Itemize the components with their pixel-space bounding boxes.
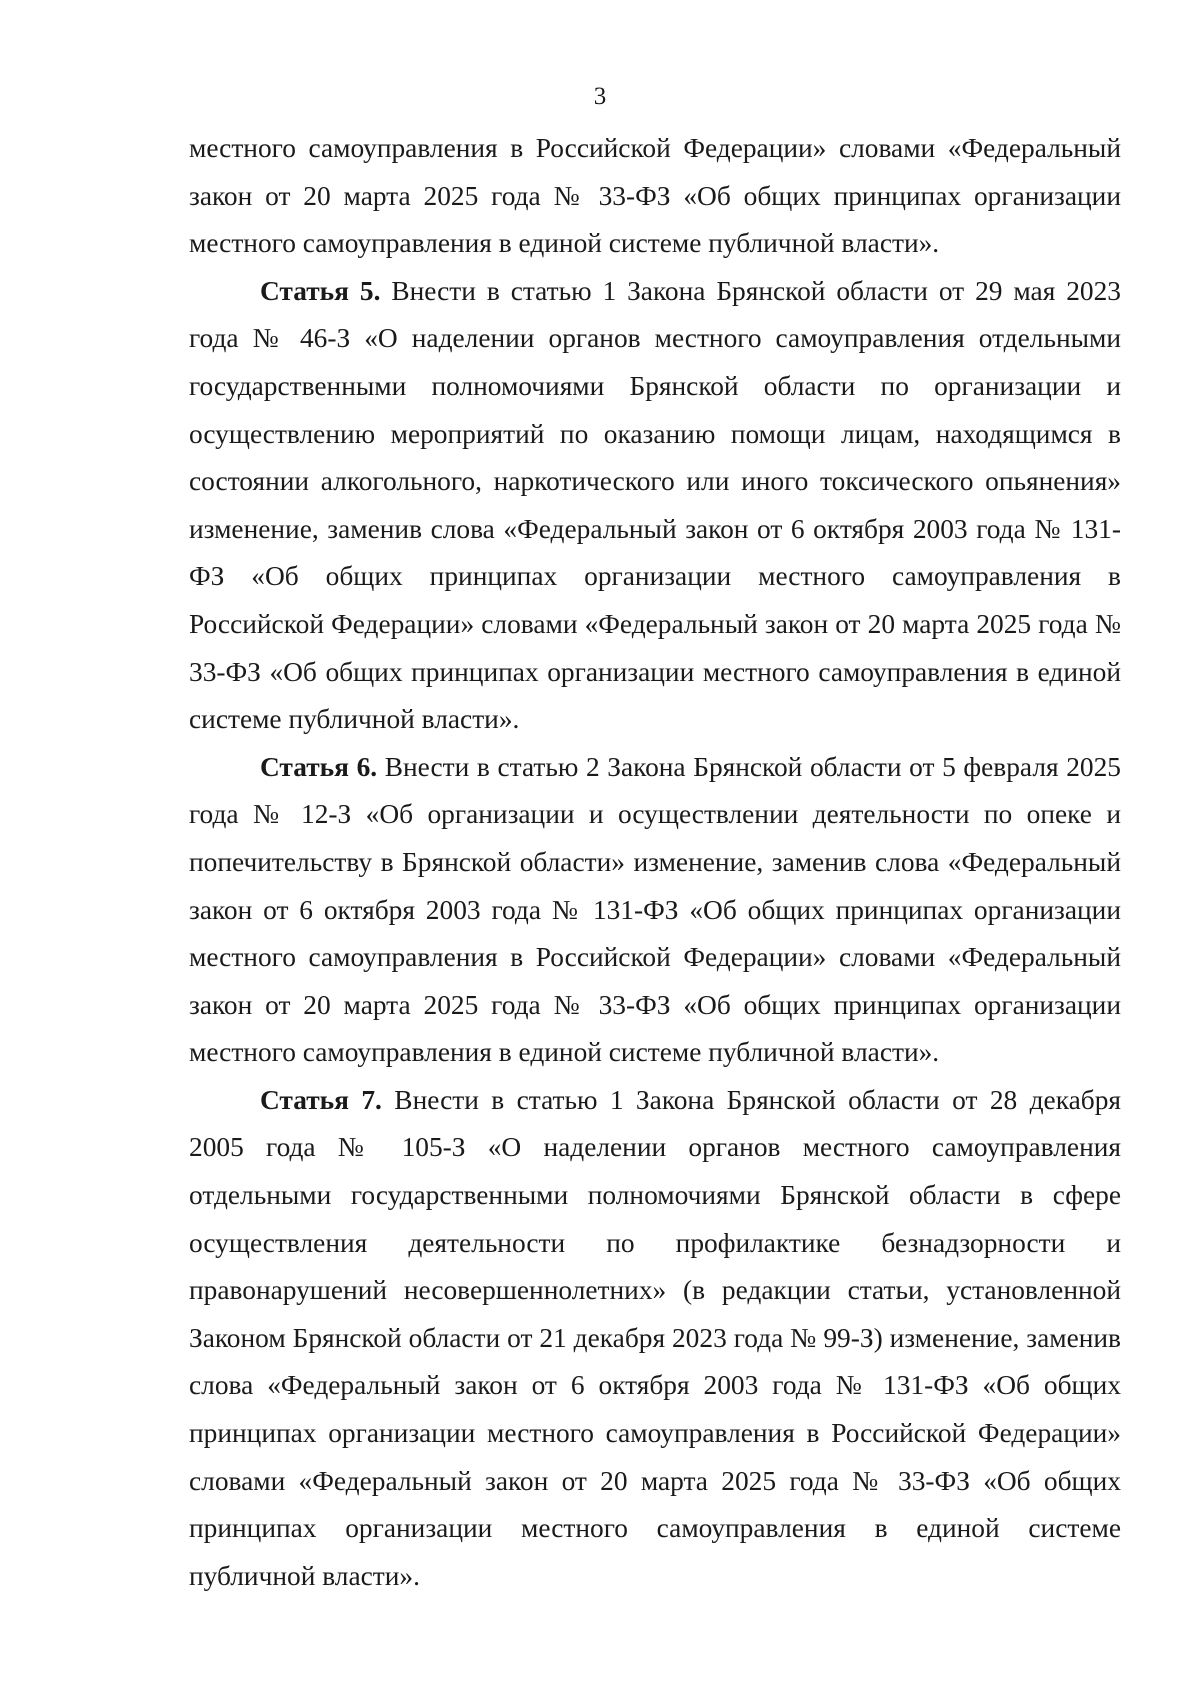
article-6-label: Статья 6. bbox=[260, 751, 378, 782]
article-5-paragraph bbox=[189, 268, 1121, 744]
continuation-paragraph: местного самоуправления в Российской Федерации» словами «Федеральный закон от 20 марта 2025 года № 33-ФЗ «Об общих принципах организации местного самоуправления в единой системе публичной власти». bbox=[189, 133, 1121, 259]
article-7-paragraph bbox=[189, 1077, 1121, 1601]
document-body bbox=[189, 125, 1121, 1600]
article-7-label: Статья 7. bbox=[260, 1084, 382, 1115]
article-5-label: Статья 5. bbox=[260, 275, 381, 306]
article-5-text: Внести в статью 1 Закона Брянской области от 29 мая 2023 года № 46-З «О наделении органов местного самоуправления отдельными государственными полномочиями Брянской области по организации и осуществлению мероприятий по оказанию помощи лицам, находящимся в состоянии алкогольного, наркотического или иного токсического опьянения» изменение, заменив слова «Федеральный закон от 6 октября 2003 года № 131-ФЗ «Об общих принципах организации местного самоуправления в Российской Федерации» словами «Федеральный закон от 20 марта 2025 года № 33-ФЗ «Об общих принципах организации местного самоуправления в единой системе публичной власти». bbox=[189, 275, 1122, 735]
article-6-text: Внести в статью 2 Закона Брянской области от 5 февраля 2025 года № 12-З «Об организации и осуществлении деятельности по опеке и попечительству в Брянской области» изменение, заменив слова «Федеральный закон от 6 октября 2003 года № 131-ФЗ «Об общих принципах организации местного самоуправления в Российской Федерации» словами «Федеральный закон от 20 марта 2025 года № 33-ФЗ «Об общих принципах организации местного самоуправления в единой системе публичной власти». bbox=[189, 751, 1121, 1068]
page-number: 3 bbox=[593, 83, 607, 110]
article-7-text: Внести в статью 1 Закона Брянской области от 28 декабря 2005 года № 105-З «О наделении органов местного самоуправления отдельными государственными полномочиями Брянской области в сфере осуществления деятельности по профилактике безнадзорности и правонарушений несовершеннолетних» (в редакции статьи, установленной Законом Брянской области от 21 декабря 2023 года № 99-З) изменение, заменив слова «Федеральный закон от 6 октября 2003 года № 131-ФЗ «Об общих принципах организации местного самоуправления в Российской Федерации» словами «Федеральный закон от 20 марта 2025 года № 33-ФЗ «Об общих принципах организации местного самоуправления в единой системе публичной власти». bbox=[189, 1084, 1121, 1591]
article-6-paragraph bbox=[189, 744, 1121, 1077]
